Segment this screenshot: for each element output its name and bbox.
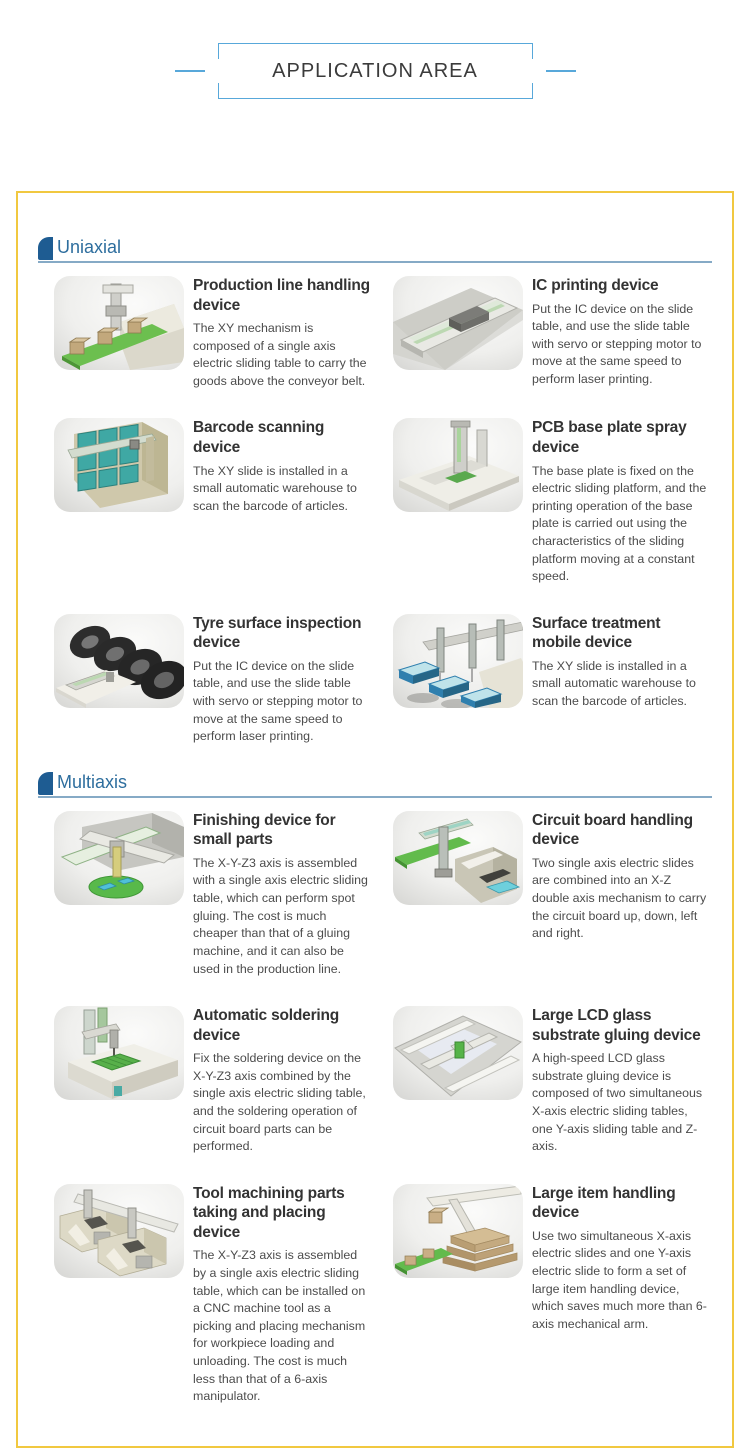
section-multiaxis xyxy=(38,772,712,1406)
section-label: Uniaxial xyxy=(57,237,122,258)
large-item-handling-illustration xyxy=(393,1184,523,1278)
item-title: Automatic soldering device xyxy=(193,1007,340,1044)
item-title: Barcode scanning device xyxy=(193,419,325,456)
item-description: The XY mechanism is composed of a single axis electric sliding table to carry the goods above the conveyor belt. xyxy=(193,321,367,388)
page-heading xyxy=(0,43,750,99)
finishing-small-parts-illustration xyxy=(54,811,184,905)
page-title: APPLICATION AREA xyxy=(272,59,478,82)
automatic-soldering-illustration xyxy=(54,1006,184,1100)
surface-treatment-illustration xyxy=(393,614,523,708)
item-description: The XY slide is installed in a small automatic warehouse to scan the barcode of articles. xyxy=(193,463,357,513)
multiaxis-items xyxy=(54,811,710,1406)
item-description: The base plate is fixed on the electric sliding platform, and the printing operation of the base plate is carried out using the characteristics of the sliding platform moving at a constant speed. xyxy=(532,463,707,584)
item-title: Large item handling device xyxy=(532,1184,676,1222)
tyre-inspection-illustration xyxy=(54,614,184,708)
item-description: Put the IC device on the slide table, and use the slide table with servo or stepping motor to move at the same speed to perform laser printing. xyxy=(532,301,702,386)
item-title: Finishing device for small parts xyxy=(193,811,336,849)
item-tyre-inspection xyxy=(54,614,371,746)
tool-machining-illustration xyxy=(54,1184,184,1278)
item-automatic-soldering xyxy=(54,1006,371,1156)
item-pcb-spray xyxy=(393,418,710,585)
section-label: Multiaxis xyxy=(57,772,128,793)
item-description: Use two simultaneous X-axis electric slides and one Y-axis electric slide to form a set of large item handling device, which saves much more than 6-axis mechanical arm. xyxy=(532,1228,707,1331)
section-uniaxial xyxy=(38,237,712,746)
item-description: Fix the soldering device on the X-Y-Z3 axis combined by the single axis electric sliding table, and the soldering operation of circuit board parts can be performed. xyxy=(193,1051,366,1154)
section-marker-icon xyxy=(38,772,53,795)
item-description: Two single axis electric slides are combined into an X-Z double axis mechanism to carry the circuit board up, down, left and right. xyxy=(532,855,707,941)
item-title: PCB base plate spray device xyxy=(532,419,687,456)
application-area-frame xyxy=(16,191,734,1448)
uniaxial-items xyxy=(54,276,710,746)
heading-title-box xyxy=(218,43,533,99)
item-description: Put the IC device on the slide table, and use the slide table with servo or stepping motor to move at the same speed to perform laser printing. xyxy=(193,658,363,744)
pcb-spray-illustration xyxy=(393,418,523,512)
section-header-uniaxial xyxy=(38,237,712,263)
item-title: Tyre surface inspection device xyxy=(193,614,362,652)
item-lcd-glass-gluing xyxy=(393,1006,710,1156)
section-marker-icon xyxy=(38,237,53,260)
production-line-illustration xyxy=(54,276,184,370)
section-header-multiaxis xyxy=(38,772,712,798)
item-description: The X-Y-Z3 axis is assembled by a single axis electric sliding table, which can be installed on a CNC machine tool as a picking and placing mechanism for workpiece loading and unloading. The cost is much less than that of a 6-axis manipulator. xyxy=(193,1248,366,1404)
item-title: Circuit board handling device xyxy=(532,811,693,849)
ic-printing-illustration xyxy=(393,276,523,370)
item-description: The X-Y-Z3 axis is assembled with a single axis electric sliding table, which can perform spot gluing. The cost is much cheaper than that of a gluing machine, and it can also be used in the production line. xyxy=(193,855,368,976)
item-title: Production line handling device xyxy=(193,277,370,314)
item-production-line xyxy=(54,276,371,390)
lcd-glass-gluing-illustration xyxy=(393,1006,523,1100)
item-title: Large LCD glass substrate gluing device xyxy=(532,1007,701,1044)
item-title: IC printing device xyxy=(532,277,659,294)
item-description: The XY slide is installed in a small automatic warehouse to scan the barcode of articles. xyxy=(532,658,696,709)
item-title: Tool machining parts taking and placing device xyxy=(193,1184,345,1241)
item-circuit-board-handling xyxy=(393,811,710,978)
item-ic-printing xyxy=(393,276,710,390)
heading-left-dash xyxy=(175,70,205,72)
item-title: Surface treatment mobile device xyxy=(532,614,661,652)
heading-right-dash xyxy=(546,70,576,72)
item-tool-machining xyxy=(54,1184,371,1406)
item-barcode-scanning xyxy=(54,418,371,585)
barcode-scanning-illustration xyxy=(54,418,184,512)
item-large-item-handling xyxy=(393,1184,710,1406)
item-description: A high-speed LCD glass substrate gluing device is composed of two simultaneous X-axis electric sliding tables, one Y-axis sliding table and Z-axis. xyxy=(532,1051,703,1154)
circuit-board-handling-illustration xyxy=(393,811,523,905)
item-surface-treatment xyxy=(393,614,710,746)
item-finishing-small-parts xyxy=(54,811,371,978)
